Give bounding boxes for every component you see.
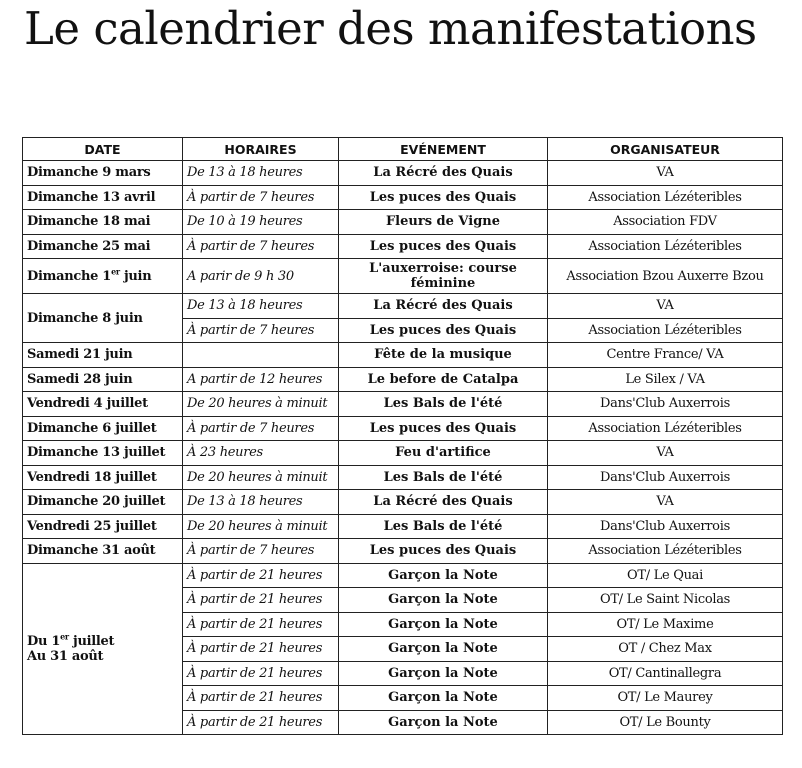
date-cell: Dimanche 31 août (23, 539, 183, 564)
event-cell: Les puces des Quais (339, 318, 548, 343)
table-row (23, 259, 783, 294)
organizer-cell: OT/ Le Maurey (548, 686, 783, 711)
event-cell: Garçon la Note (339, 686, 548, 711)
table-row (23, 563, 783, 588)
table-row (23, 416, 783, 441)
event-cell: Le before de Catalpa (339, 367, 548, 392)
organizer-cell: Association Bzou Auxerre Bzou (548, 259, 783, 294)
table-row (23, 234, 783, 259)
organizer-cell: VA (548, 161, 783, 186)
event-cell: Garçon la Note (339, 588, 548, 613)
time-cell: À partir de 21 heures (183, 612, 339, 637)
date-cell: Dimanche 8 juin (23, 294, 183, 343)
date-text: Du 1 (27, 633, 61, 649)
table-row (23, 343, 783, 368)
date-cell: Dimanche 25 mai (23, 234, 183, 259)
date-cell: Dimanche 6 juillet (23, 416, 183, 441)
date-cell: Dimanche 20 juillet (23, 490, 183, 515)
date-text: Au 31 août (27, 648, 104, 664)
time-cell: À partir de 7 heures (183, 185, 339, 210)
organizer-cell: Dans'Club Auxerrois (548, 514, 783, 539)
event-cell: Les Bals de l'été (339, 465, 548, 490)
event-cell: Les puces des Quais (339, 234, 548, 259)
column-header-organizer: ORGANISATEUR (548, 138, 783, 161)
time-cell (183, 343, 339, 368)
time-cell: De 20 heures à minuit (183, 465, 339, 490)
time-cell: À partir de 7 heures (183, 416, 339, 441)
date-text: Dimanche 1 (27, 268, 112, 284)
table-row (23, 514, 783, 539)
table-row (23, 465, 783, 490)
time-cell: De 13 à 18 heures (183, 294, 339, 319)
page-title: Le calendrier des manifestations (24, 2, 757, 55)
event-cell: La Récré des Quais (339, 161, 548, 186)
table-row (23, 210, 783, 235)
event-cell: Les Bals de l'été (339, 514, 548, 539)
organizer-cell: OT/ Le Maxime (548, 612, 783, 637)
column-header-date: DATE (23, 138, 183, 161)
event-cell: Fleurs de Vigne (339, 210, 548, 235)
table-row (23, 185, 783, 210)
time-cell: De 13 à 18 heures (183, 490, 339, 515)
event-cell: Les puces des Quais (339, 416, 548, 441)
organizer-cell: Association Lézéteribles (548, 234, 783, 259)
column-header-time: HORAIRES (183, 138, 339, 161)
organizer-cell: VA (548, 294, 783, 319)
column-header-event: EVÉNEMENT (339, 138, 548, 161)
time-cell: À 23 heures (183, 441, 339, 466)
time-cell: A parir de 9 h 30 (183, 259, 339, 294)
date-text: juin (119, 268, 152, 284)
time-cell: À partir de 21 heures (183, 637, 339, 662)
date-cell (23, 259, 183, 294)
time-cell: À partir de 21 heures (183, 710, 339, 735)
organizer-cell: OT/ Le Saint Nicolas (548, 588, 783, 613)
date-cell: Samedi 28 juin (23, 367, 183, 392)
organizer-cell: Centre France/ VA (548, 343, 783, 368)
time-cell: À partir de 21 heures (183, 686, 339, 711)
date-cell: Vendredi 18 juillet (23, 465, 183, 490)
time-cell: De 13 à 18 heures (183, 161, 339, 186)
event-cell: La Récré des Quais (339, 294, 548, 319)
organizer-cell: Association FDV (548, 210, 783, 235)
table-row (23, 539, 783, 564)
time-cell: À partir de 21 heures (183, 661, 339, 686)
date-cell: Vendredi 25 juillet (23, 514, 183, 539)
event-cell: Garçon la Note (339, 710, 548, 735)
date-cell: Dimanche 13 juillet (23, 441, 183, 466)
date-cell: Dimanche 18 mai (23, 210, 183, 235)
date-cell: Dimanche 9 mars (23, 161, 183, 186)
events-table (22, 137, 783, 735)
organizer-cell: Dans'Club Auxerrois (548, 392, 783, 417)
ordinal-suffix: er (111, 266, 120, 277)
organizer-cell: Le Silex / VA (548, 367, 783, 392)
date-cell: Vendredi 4 juillet (23, 392, 183, 417)
organizer-cell: OT/ Cantinallegra (548, 661, 783, 686)
event-cell: La Récré des Quais (339, 490, 548, 515)
table-row (23, 161, 783, 186)
date-cell: Dimanche 13 avril (23, 185, 183, 210)
event-cell: Feu d'artifice (339, 441, 548, 466)
event-cell: Les puces des Quais (339, 539, 548, 564)
event-cell: Les Bals de l'été (339, 392, 548, 417)
organizer-cell: OT / Chez Max (548, 637, 783, 662)
time-cell: De 20 heures à minuit (183, 514, 339, 539)
table-row (23, 441, 783, 466)
organizer-cell: OT/ Le Bounty (548, 710, 783, 735)
time-cell: À partir de 21 heures (183, 563, 339, 588)
organizer-cell: Association Lézéteribles (548, 416, 783, 441)
time-cell: A partir de 12 heures (183, 367, 339, 392)
event-cell: Garçon la Note (339, 661, 548, 686)
time-cell: À partir de 21 heures (183, 588, 339, 613)
date-cell (23, 563, 183, 735)
time-cell: À partir de 7 heures (183, 539, 339, 564)
ordinal-suffix: er (60, 631, 69, 642)
event-cell: Garçon la Note (339, 637, 548, 662)
time-cell: À partir de 7 heures (183, 234, 339, 259)
time-cell: De 20 heures à minuit (183, 392, 339, 417)
event-cell: Les puces des Quais (339, 185, 548, 210)
event-cell: L'auxerroise: course féminine (339, 259, 548, 294)
table-row (23, 367, 783, 392)
table-row (23, 392, 783, 417)
table-header-row (23, 138, 783, 161)
organizer-cell: VA (548, 441, 783, 466)
date-text: juillet (68, 633, 115, 649)
time-cell: De 10 à 19 heures (183, 210, 339, 235)
organizer-cell: VA (548, 490, 783, 515)
organizer-cell: Association Lézéteribles (548, 539, 783, 564)
time-cell: À partir de 7 heures (183, 318, 339, 343)
event-cell: Garçon la Note (339, 563, 548, 588)
organizer-cell: Association Lézéteribles (548, 185, 783, 210)
table-row (23, 294, 783, 319)
table-row (23, 490, 783, 515)
event-cell: Fête de la musique (339, 343, 548, 368)
event-cell: Garçon la Note (339, 612, 548, 637)
organizer-cell: OT/ Le Quai (548, 563, 783, 588)
organizer-cell: Dans'Club Auxerrois (548, 465, 783, 490)
organizer-cell: Association Lézéteribles (548, 318, 783, 343)
date-cell: Samedi 21 juin (23, 343, 183, 368)
